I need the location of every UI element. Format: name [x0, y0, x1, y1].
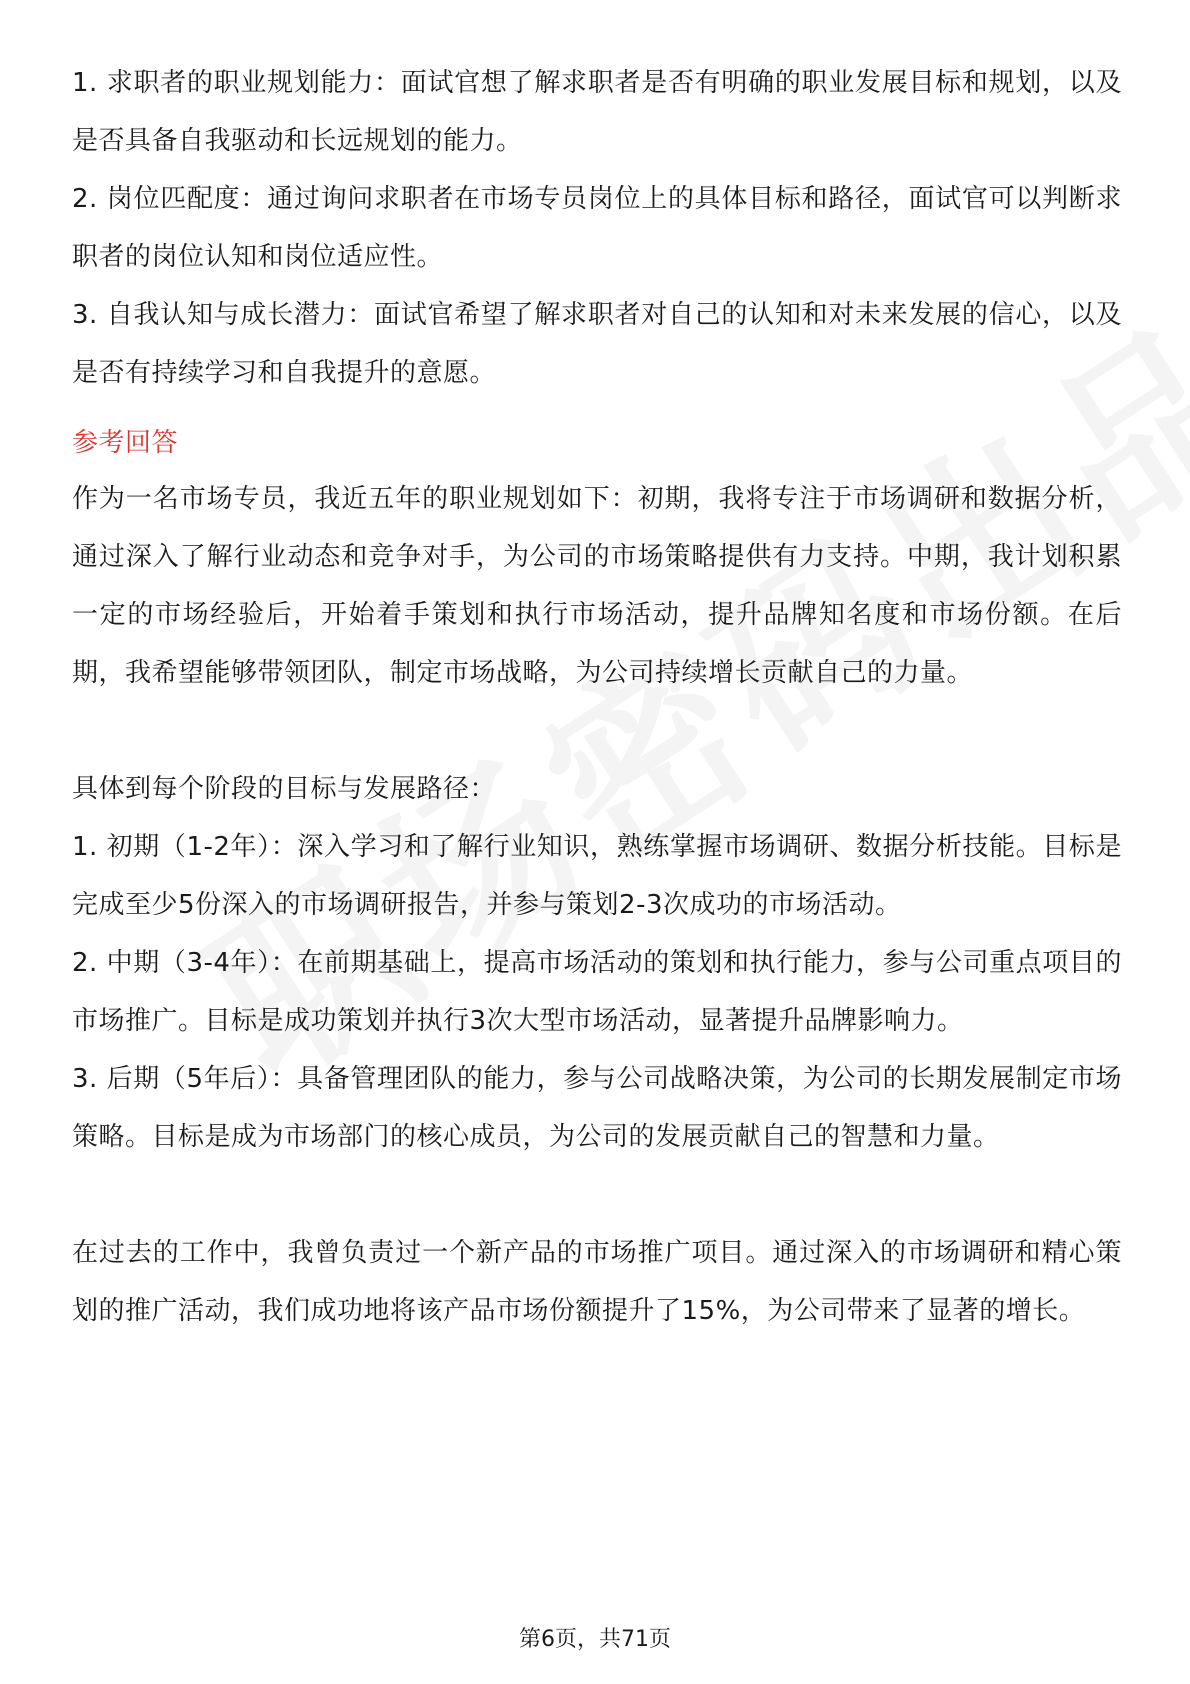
stage-item: 2. 中期（3-4年）：在前期基础上，提高市场活动的策划和执行能力，参与公司重点项目的市场推广。目标是成功策划并执行3次大型市场活动，显著提升品牌影响力。: [72, 948, 1122, 1036]
experience-paragraph: 在过去的工作中，我曾负责过一个新产品的市场推广项目。通过深入的市场调研和精心策划的推广活动，我们成功地将该产品市场份额提升了15%，为公司带来了显著的增长。: [72, 1238, 1122, 1326]
reference-answer-heading: 参考回答: [72, 428, 179, 458]
answer-intro-paragraph: 作为一名市场专员，我近五年的职业规划如下：初期，我将专注于市场调研和数据分析，通过深入了解行业动态和竞争对手，为公司的市场策略提供有力支持。中期，我计划积累一定的市场经验后，开始着手策划和执行市场活动，提升品牌知名度和市场份额。在后期，我希望能够带领团队，制定市场战略，为公司持续增长贡献自己的力量。: [72, 484, 1122, 688]
stage-item: 1. 初期（1-2年）：深入学习和了解行业知识，熟练掌握市场调研、数据分析技能。目标是完成至少5份深入的市场调研报告，并参与策划2-3次成功的市场活动。: [72, 832, 1122, 920]
intro-item: 1. 求职者的职业规划能力：面试官想了解求职者是否有明确的职业发展目标和规划，以及是否具备自我驱动和长远规划的能力。: [72, 68, 1122, 156]
intro-item: 3. 自我认知与成长潜力：面试官希望了解求职者对自己的认知和对未来发展的信心，以及是否有持续学习和自我提升的意愿。: [72, 300, 1122, 388]
page-footer: 第6页，共71页: [519, 1627, 671, 1652]
stage-item: 3. 后期（5年后）：具备管理团队的能力，参与公司战略决策，为公司的长期发展制定市场策略。目标是成为市场部门的核心成员，为公司的发展贡献自己的智慧和力量。: [72, 1064, 1122, 1152]
paragraph-spacer: [72, 702, 1122, 760]
stages-heading: 具体到每个阶段的目标与发展路径：: [72, 774, 497, 804]
intro-item: 2. 岗位匹配度：通过询问求职者在市场专员岗位上的具体目标和路径，面试官可以判断求职者的岗位认知和岗位适应性。: [72, 184, 1122, 272]
page-content: [72, 54, 1122, 1340]
paragraph-spacer: [72, 1166, 1122, 1224]
